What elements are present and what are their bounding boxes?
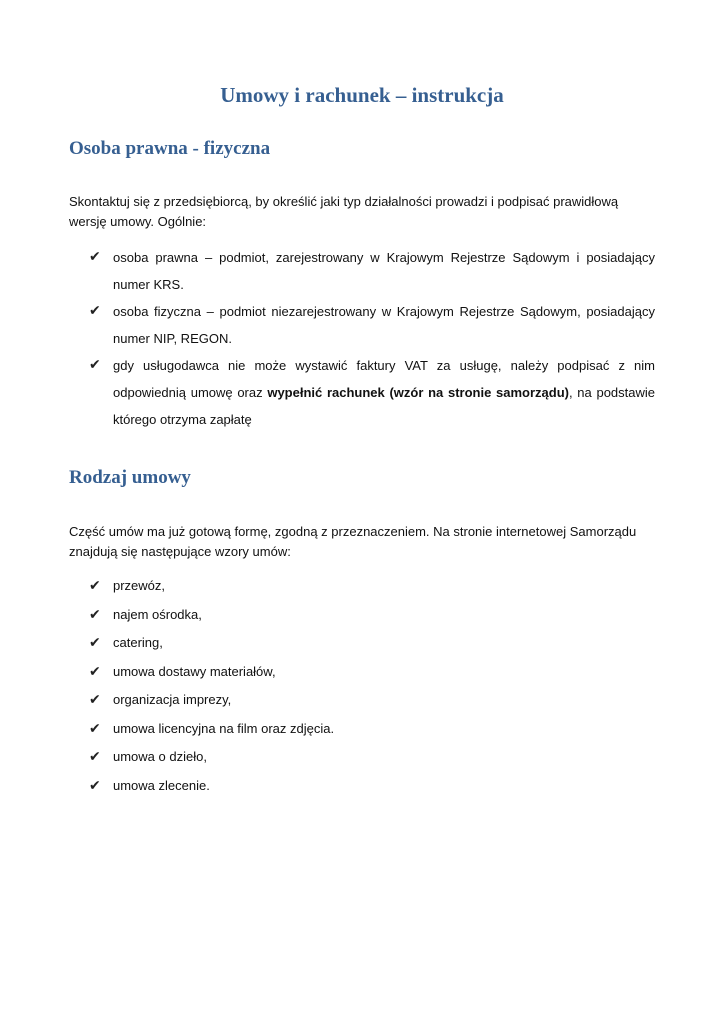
checkmark-icon: ✔: [89, 663, 101, 680]
list-item-text: umowa dostawy materiałów,: [113, 663, 276, 679]
list-item-text: przewóz,: [113, 578, 166, 593]
checkmark-icon: ✔: [89, 578, 101, 594]
list-item: [89, 776, 655, 796]
document-title: Umowy i rachunek – instrukcja: [220, 83, 504, 107]
checkmark-icon: ✔: [89, 692, 101, 708]
section-heading-contract-type: Rodzaj umowy: [69, 467, 191, 488]
checkmark-icon: ✔: [89, 357, 101, 373]
list-item-text: osoba fizyczna – podmiot niezarejestrowany w Krajowym Rejestrze Sądowym, posiadający numer NIP, REGON.: [113, 304, 655, 346]
list-item-text: organizacja imprezy,: [113, 692, 232, 707]
contract-templates-list: [89, 576, 655, 804]
list-item-text: umowa o dzieło,: [113, 749, 207, 764]
list-item: [89, 605, 655, 625]
list-item-text-bold: wypełnić rachunek (wzór na stronie samorządu): [267, 385, 569, 400]
list-item-text: najem ośrodka,: [113, 606, 202, 622]
list-item-text: umowa licencyjna na film oraz zdjęcia.: [113, 720, 335, 736]
section1-intro-paragraph: Skontaktuj się z przedsiębiorcą, by określić jaki typ działalności prowadzi i podpisać prawidłową wersję umowy. Ogólnie:: [69, 194, 619, 229]
section-heading-legal-natural-person: Osoba prawna - fizyczna: [69, 138, 271, 159]
checkmark-icon: ✔: [89, 303, 101, 319]
list-item-text-after: , na podstawie którego otrzyma zapłatę: [113, 385, 656, 427]
list-item: [89, 662, 655, 682]
checkmark-icon: ✔: [89, 720, 101, 737]
list-item: [89, 747, 655, 767]
section2-intro-paragraph: Część umów ma już gotową formę, zgodną z przeznaczeniem. Na stronie internetowej Samorządu znajdują się następujące wzory umów:: [69, 524, 637, 559]
person-type-list: [89, 244, 655, 433]
checkmark-icon: ✔: [89, 777, 101, 794]
list-item: [89, 244, 655, 298]
list-item: [89, 719, 655, 739]
list-item-text: catering,: [113, 635, 163, 650]
list-item: [89, 352, 655, 433]
checkmark-icon: ✔: [89, 749, 101, 765]
list-item: [89, 576, 655, 596]
list-item-text: umowa zlecenie.: [113, 777, 210, 793]
list-item: [89, 633, 655, 653]
list-item-text: osoba prawna – podmiot, zarejestrowany w Krajowym Rejestrze Sądowym i posiadający numer KRS.: [113, 250, 655, 292]
list-item-text-before: gdy usługodawca nie może wystawić faktury VAT za usługę, należy podpisać z nim odpowiednią umowę oraz: [113, 358, 655, 400]
checkmark-icon: ✔: [89, 635, 101, 651]
checkmark-icon: ✔: [89, 606, 101, 623]
checkmark-icon: ✔: [89, 249, 101, 265]
list-item: [89, 690, 655, 710]
list-item: [89, 298, 655, 352]
